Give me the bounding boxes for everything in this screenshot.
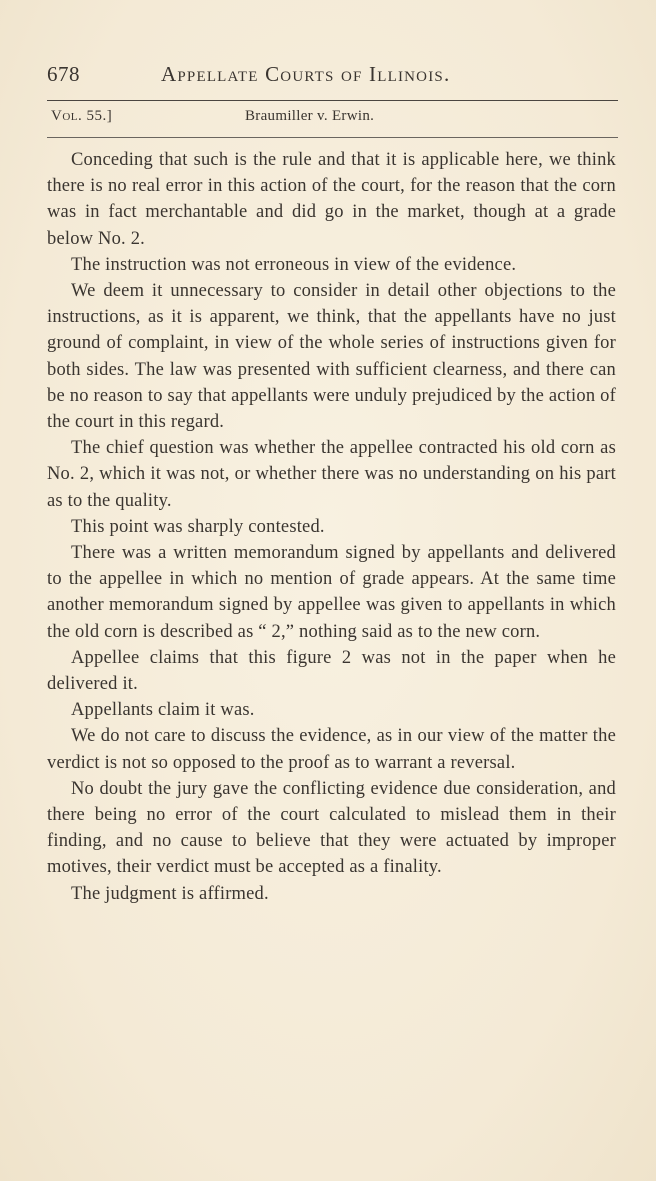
case-name: Braumiller v. Erwin. bbox=[245, 108, 375, 124]
paragraph: The instruction was not erroneous in view of the evidence. bbox=[71, 254, 517, 275]
paragraph: Appellants claim it was. bbox=[71, 700, 255, 721]
volume-label: Vol. 55.] bbox=[51, 108, 113, 124]
paragraph: The judgment is affirmed. bbox=[71, 883, 269, 904]
page-number: 678 bbox=[47, 62, 80, 86]
paragraph: Conceding that such is the rule and that it is applicable here, we think there is no real error in this action of the court, for the reason that the corn was in fact merchantable and did go in the market, though at a grade below No. 2. bbox=[47, 150, 616, 249]
paragraph: Appellee claims that this figure 2 was not in the paper when he delivered it. bbox=[47, 647, 616, 695]
paragraph: We do not care to discuss the evidence, as in our view of the matter the verdict is not so opposed to the proof as to warrant a reversal. bbox=[47, 726, 616, 773]
running-head bbox=[47, 62, 616, 92]
opinion-text bbox=[47, 147, 616, 907]
paragraph: This point was sharply contested. bbox=[71, 516, 325, 537]
paragraph: We deem it unnecessary to consider in detail other objections to the instructions, as it is apparent, we think, that the appellants have no just ground of complaint, in view of the whole series of instructions given for both sides. The law was presented with sufficient clearness, and there can be no reason to say that appellants were unduly prejudiced by the action of the court in this regard. bbox=[47, 281, 616, 433]
header-rule bbox=[47, 100, 618, 101]
caption-rule bbox=[47, 137, 618, 138]
paragraph: The chief question was whether the appellee contracted his old corn as No. 2, which it was not, or whether there was no understanding on his part as to the quality. bbox=[47, 438, 616, 511]
book-title: Appellate Courts of Illinois. bbox=[161, 62, 451, 86]
paragraph: There was a written memorandum signed by appellants and delivered to the appellee in which no mention of grade appears. At the same time another memorandum signed by appellee was given to appellants in which the old corn is described as “ 2,” nothing said as to the new corn. bbox=[47, 543, 616, 642]
paragraph: No doubt the jury gave the conflicting evidence due consideration, and there being no error of the court calculated to mislead them in their finding, and no cause to believe that they were actuated by improper motives, their verdict must be accepted as a finality. bbox=[47, 778, 616, 878]
case-caption bbox=[47, 108, 616, 130]
